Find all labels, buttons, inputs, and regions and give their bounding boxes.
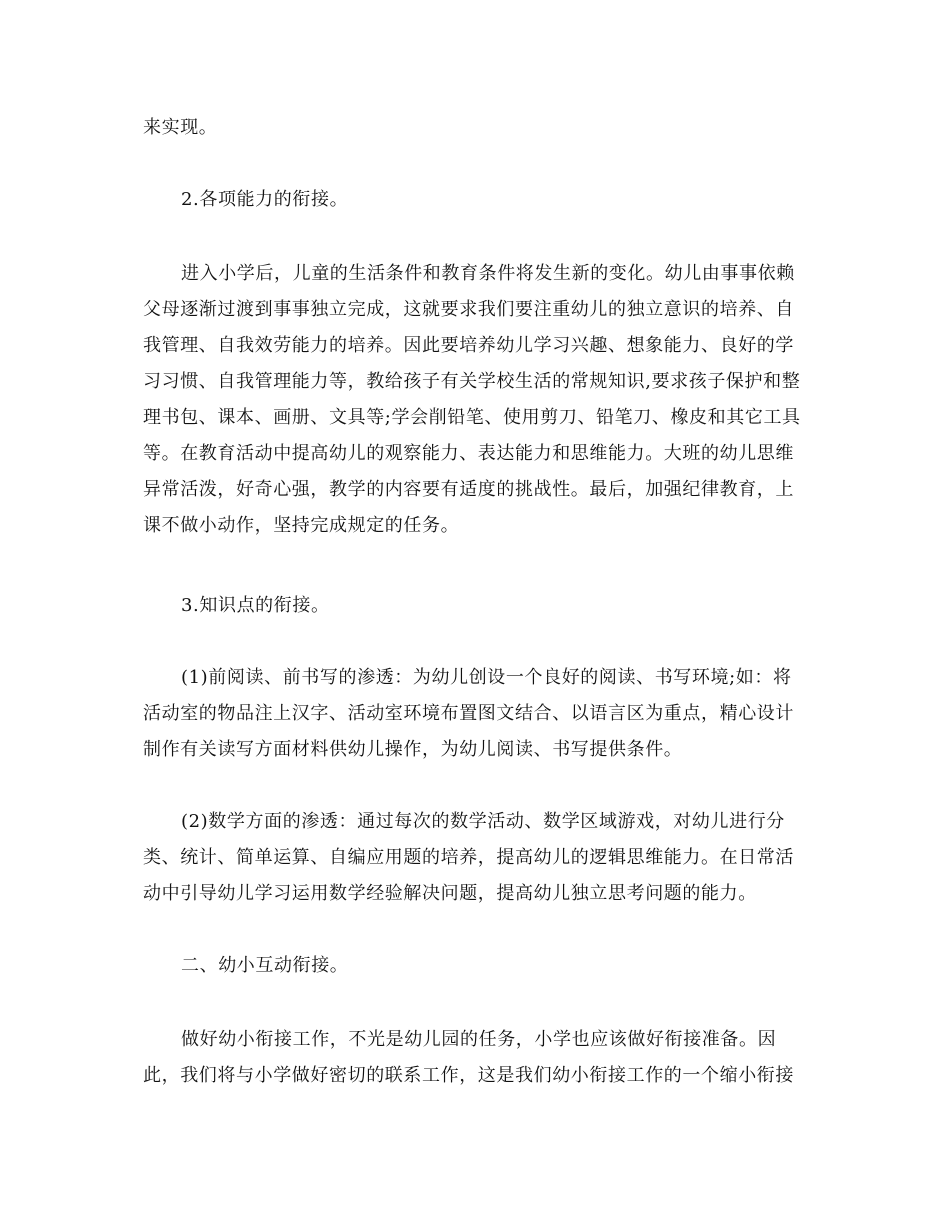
section-heading-abilities bbox=[143, 182, 815, 218]
paragraph-interaction bbox=[143, 1022, 815, 1094]
text-line: 二、幼小互动衔接。 bbox=[181, 955, 349, 976]
section-heading-interaction bbox=[143, 948, 815, 984]
text-line: 习习惯、自我管理能力等，教给孩子有关学校生活的常规知识,要求孩子保护和整 bbox=[143, 371, 801, 392]
text-line: 来实现。 bbox=[143, 117, 218, 138]
text-line: 2.各项能力的衔接。 bbox=[181, 189, 349, 210]
text-line: 等。在教育活动中提高幼儿的观察能力、表达能力和思维能力。大班的幼儿思维 bbox=[143, 443, 794, 464]
text-line: 课不做小动作，坚持完成规定的任务。 bbox=[143, 515, 460, 536]
text-line: 做好幼小衔接工作，不光是幼儿园的任务，小学也应该做好衔接准备。因 bbox=[181, 1029, 777, 1050]
text-line: 动中引导幼儿学习运用数学经验解决问题，提高幼儿独立思考问题的能力。 bbox=[143, 883, 757, 904]
text-line: 制作有关读写方面材料供幼儿操作，为幼儿阅读、书写提供条件。 bbox=[143, 739, 683, 760]
paragraph-math bbox=[143, 804, 815, 912]
paragraph-abilities bbox=[143, 256, 815, 544]
text-line: 活动室的物品注上汉字、活动室环境布置图文结合、以语言区为重点，精心设计 bbox=[143, 703, 794, 724]
text-line: 此，我们将与小学做好密切的联系工作，这是我们幼小衔接工作的一个缩小衔接 bbox=[143, 1065, 794, 1086]
text-line: (1)前阅读、前书写的渗透：为幼儿创设一个良好的阅读、书写环境;如：将 bbox=[181, 667, 792, 688]
text-line: 3.知识点的衔接。 bbox=[181, 595, 330, 616]
text-line: 异常活泼，好奇心强，教学的内容要有适度的挑战性。最后，加强纪律教育，上 bbox=[143, 479, 794, 500]
text-line: 类、统计、简单运算、自编应用题的培养，提高幼儿的逻辑思维能力。在日常活 bbox=[143, 847, 794, 868]
text-line: (2)数学方面的渗透：通过每次的数学活动、数学区域游戏，对幼儿进行分 bbox=[181, 811, 785, 832]
section-heading-knowledge bbox=[143, 588, 815, 624]
paragraph-continuation bbox=[143, 110, 815, 146]
text-line: 父母逐渐过渡到事事独立完成，这就要求我们要注重幼儿的独立意识的培养、自 bbox=[143, 299, 794, 320]
text-line: 理书包、课本、画册、文具等;学会削铅笔、使用剪刀、铅笔刀、橡皮和其它工具 bbox=[143, 407, 801, 428]
text-line: 我管理、自我效劳能力的培养。因此要培养幼儿学习兴趣、想象能力、良好的学 bbox=[143, 335, 794, 356]
text-line: 进入小学后，儿童的生活条件和教育条件将发生新的变化。幼儿由事事依赖 bbox=[181, 263, 795, 284]
paragraph-reading-writing bbox=[143, 660, 815, 768]
